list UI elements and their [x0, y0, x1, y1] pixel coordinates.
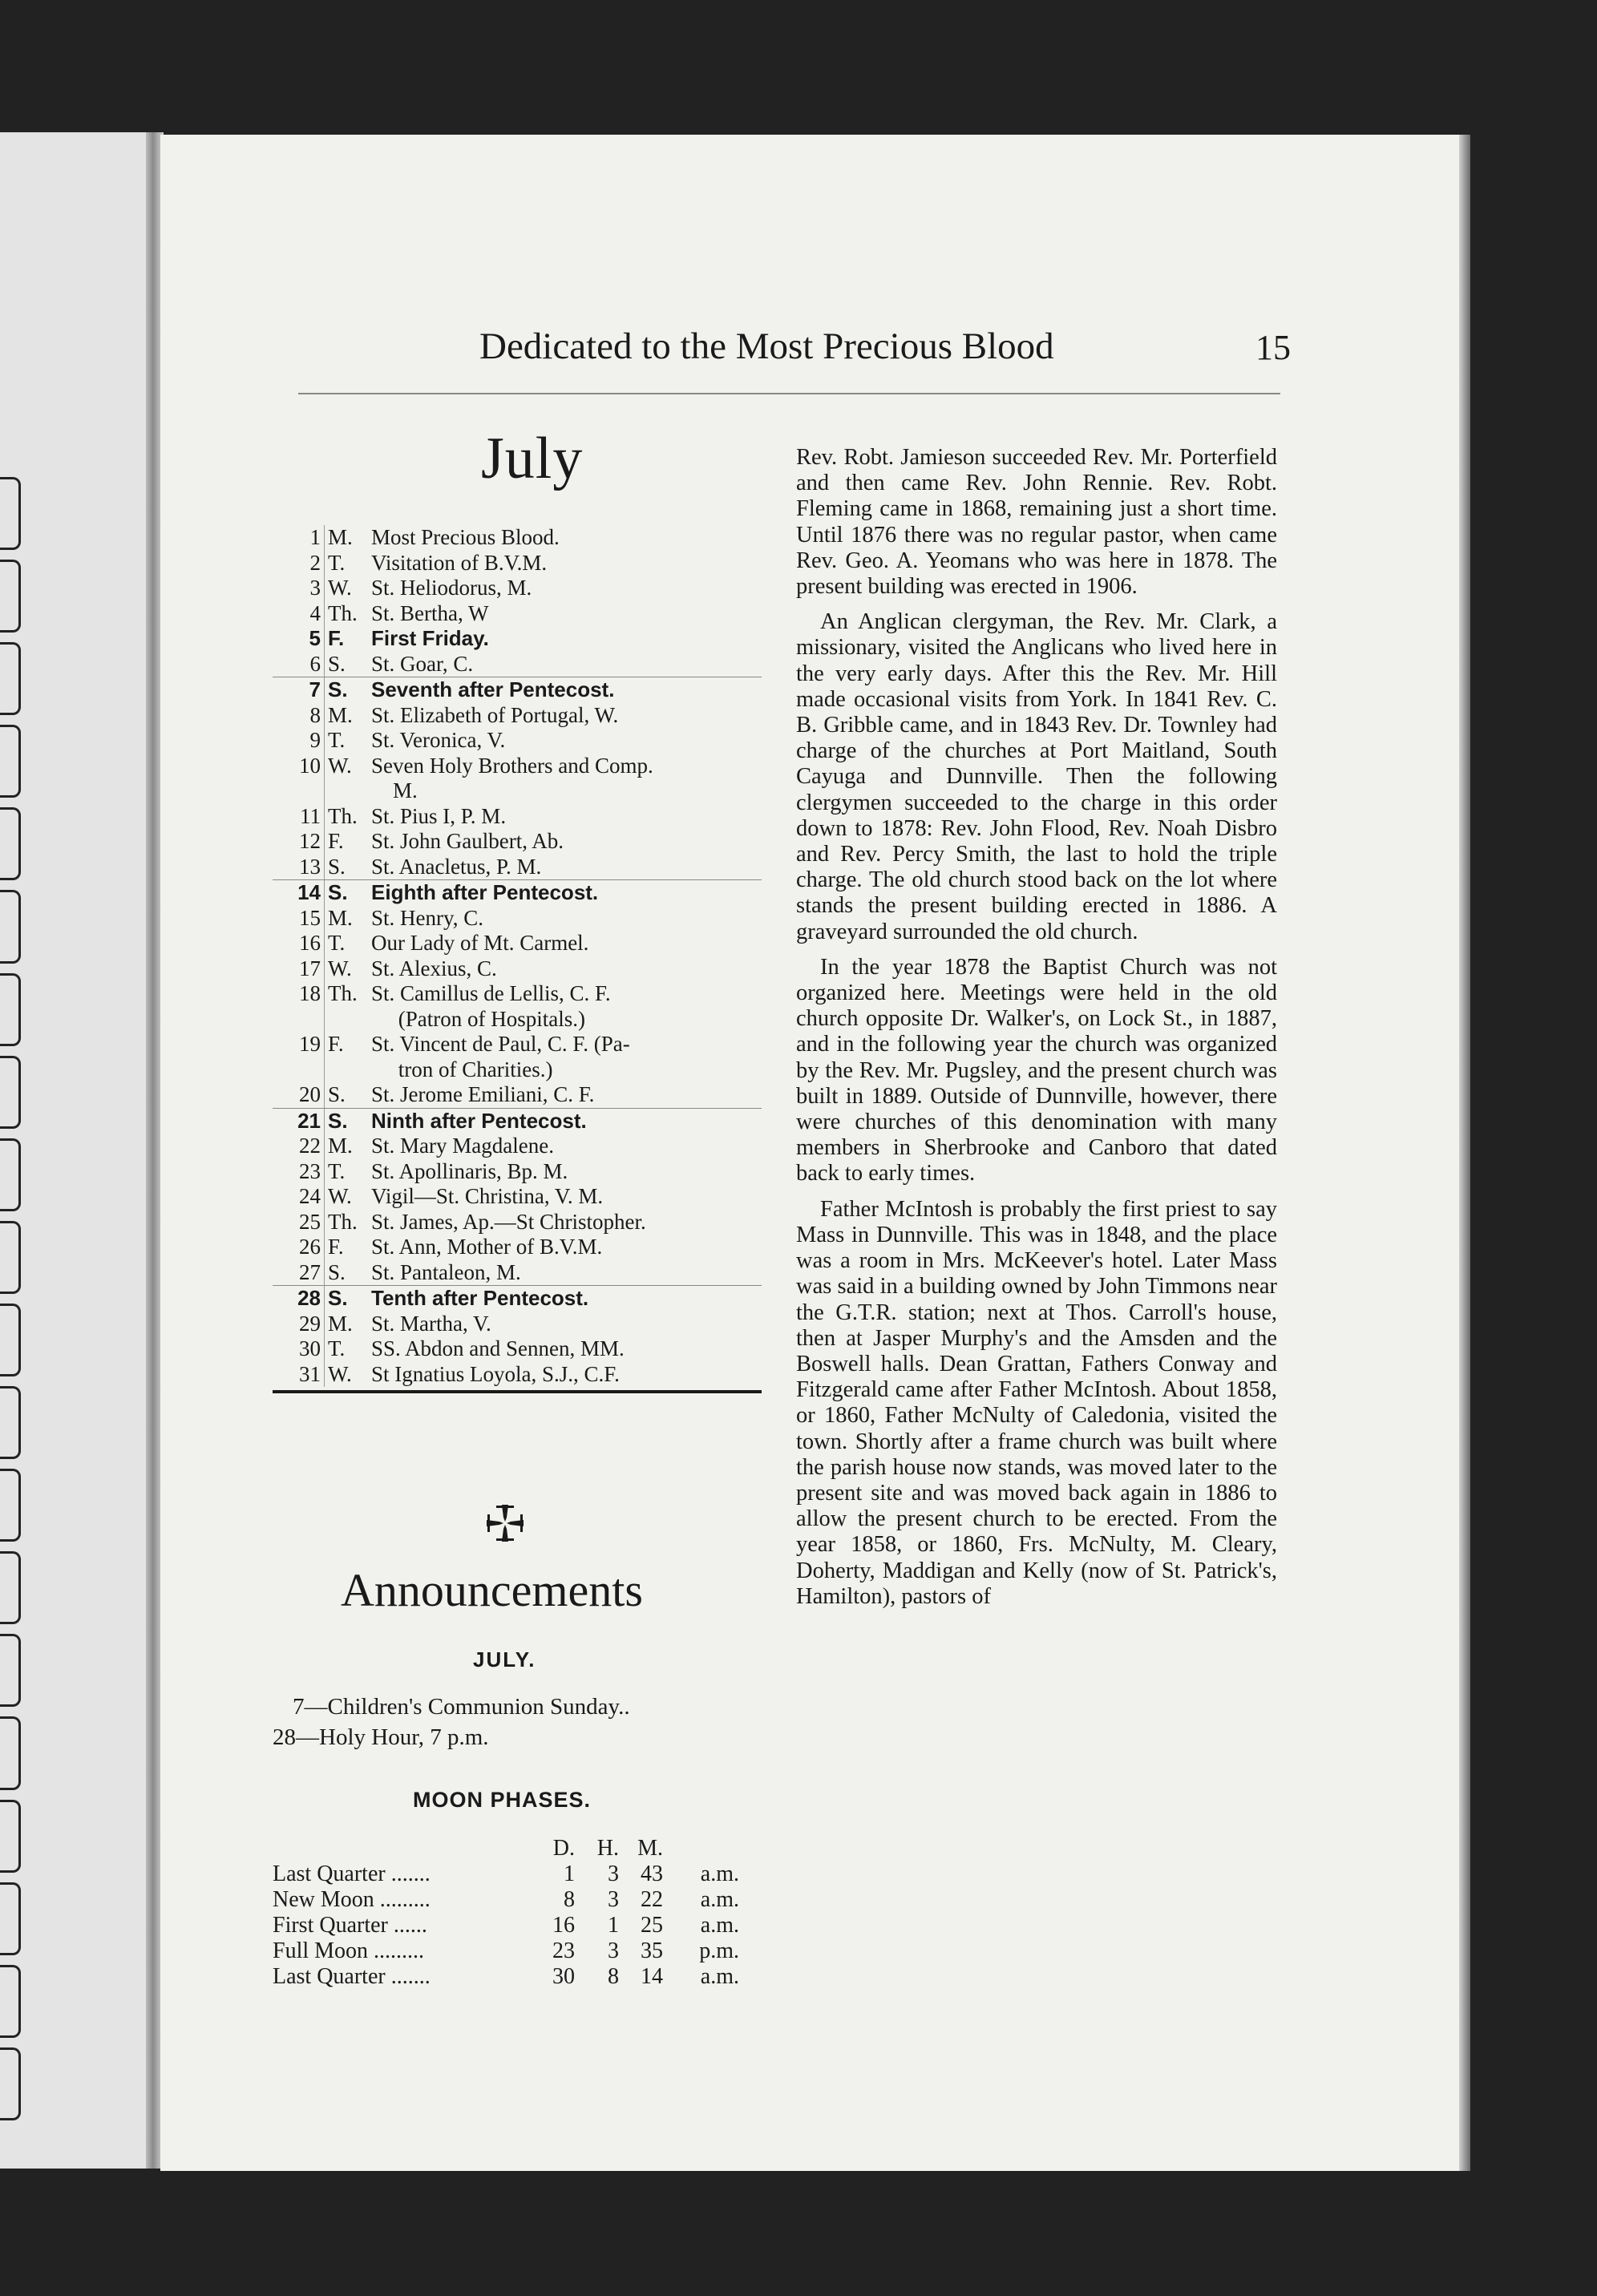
- calendar-row: [273, 855, 762, 880]
- calendar-day-number: 23: [273, 1159, 325, 1185]
- calendar-entry: Tenth after Pentecost.: [371, 1286, 589, 1310]
- calendar-entry: Most Precious Blood.: [371, 525, 560, 549]
- calendar-entry: St. Elizabeth of Portugal, W.: [371, 702, 619, 727]
- calendar-weekday: W.: [328, 956, 352, 980]
- calendar-entry: St. Mary Magdalene.: [371, 1134, 554, 1158]
- calendar-entry: Eighth after Pentecost.: [371, 880, 599, 904]
- announcements-list: [273, 1692, 762, 1752]
- calendar-day-number: 11: [273, 804, 325, 830]
- moon-phase-meridiem: a.m.: [700, 1913, 739, 1938]
- calendar-day-number: [273, 778, 325, 804]
- calendar-weekday: S.: [328, 1259, 346, 1284]
- history-paragraph: Rev. Robt. Jamieson succeeded Rev. Mr. Porterfield and then came Rev. John Rennie. Rev. Robt. Fleming came in 1868, remaining just a short time. Until 1876 there was no regular pastor, when came Rev. Geo. A. Yeomans who was here in 1878. The present building was erected in 1906.: [796, 445, 1277, 600]
- history-paragraph: In the year 1878 the Baptist Church was not organized here. Meetings were held in the old church opposite Dr. Walker's, on Lock St., in 1887, and in the following year the church was organized by the Rev. Mr. Pugsley, and the present church was built in 1889. Outside of Dunnville, however, there were churches of this denomination with many members in Sherbrooke and Canboro that dated back to early times.: [796, 954, 1277, 1186]
- calendar-weekday: M.: [328, 1311, 353, 1336]
- calendar-day-number: 3: [273, 576, 325, 601]
- calendar-day-number: 20: [273, 1082, 325, 1108]
- calendar-entry: First Friday.: [371, 626, 489, 650]
- moon-phase-hour: 3: [608, 1861, 619, 1886]
- cross-icon: [485, 1503, 525, 1543]
- calendar-day-number: 15: [273, 906, 325, 932]
- page-number: 15: [1255, 328, 1291, 367]
- calendar-weekday: Th.: [328, 1209, 358, 1234]
- calendar-row: [273, 1235, 762, 1260]
- moon-phase-label: Last Quarter .......: [273, 1861, 431, 1886]
- calendar-row: [273, 981, 762, 1007]
- calendar-weekday: Th.: [328, 981, 358, 1005]
- calendar-entry: SS. Abdon and Sennen, MM.: [371, 1336, 625, 1360]
- calendar-row: [273, 906, 762, 932]
- calendar-row: [273, 703, 762, 729]
- calendar-row: [273, 1312, 762, 1337]
- calendar-list: [273, 525, 762, 1393]
- moon-header-m: M.: [637, 1836, 663, 1861]
- calendar-weekday: S.: [328, 1082, 346, 1106]
- calendar-entry: St. Pius I, P. M.: [371, 803, 507, 828]
- calendar-entry: St. John Gaulbert, Ab.: [371, 829, 564, 853]
- calendar-weekday: [325, 1057, 371, 1083]
- calendar-day-number: 25: [273, 1210, 325, 1235]
- calendar-weekday: M.: [328, 1134, 353, 1158]
- calendar-weekday: W.: [328, 753, 352, 778]
- moon-phase-row: [273, 1964, 762, 1990]
- calendar-day-number: [273, 1007, 325, 1033]
- calendar-row: [273, 1057, 762, 1083]
- page-edge-tabs: [0, 477, 21, 2120]
- calendar-row: [273, 1260, 762, 1286]
- calendar-weekday: Th.: [328, 600, 358, 625]
- calendar-day-number: 24: [273, 1184, 325, 1210]
- moon-phase-minute: 14: [641, 1964, 663, 1989]
- calendar-entry: St. Heliodorus, M.: [371, 576, 532, 600]
- calendar-row: [273, 1032, 762, 1057]
- calendar-day-number: 5: [273, 626, 325, 652]
- calendar-weekday: F.: [328, 1032, 344, 1056]
- moon-phase-day: 1: [564, 1861, 575, 1886]
- calendar-weekday: M.: [328, 702, 353, 727]
- calendar-entry: St. Pantaleon, M.: [371, 1259, 521, 1284]
- calendar-weekday: Th.: [328, 803, 358, 828]
- moon-phase-day: 30: [552, 1964, 575, 1989]
- calendar-row: [273, 1362, 762, 1388]
- moon-phase-row: [273, 1938, 762, 1964]
- calendar-row: [273, 626, 762, 652]
- calendar-row: [273, 576, 762, 601]
- calendar-row: [273, 728, 762, 754]
- moon-phase-meridiem: p.m.: [699, 1938, 739, 1963]
- calendar-entry: St. Camillus de Lellis, C. F.: [371, 981, 611, 1005]
- facing-page: [0, 132, 160, 2169]
- calendar-weekday: W.: [328, 576, 352, 600]
- calendar-entry: St. Ann, Mother of B.V.M.: [371, 1235, 603, 1259]
- calendar-entry: tron of Charities.): [371, 1057, 553, 1081]
- calendar-day-number: 8: [273, 703, 325, 729]
- calendar-entry: St. Anacletus, P. M.: [371, 854, 542, 879]
- calendar-weekday: F.: [328, 1235, 344, 1259]
- calendar-entry: St. Vincent de Paul, C. F. (Pa-: [371, 1032, 630, 1056]
- calendar-row: [273, 1007, 762, 1033]
- calendar-weekday: W.: [328, 1361, 352, 1386]
- calendar-day-number: 9: [273, 728, 325, 754]
- moon-phase-hour: 3: [608, 1938, 619, 1963]
- calendar-weekday: F.: [328, 829, 344, 853]
- moon-phase-minute: 25: [641, 1913, 663, 1938]
- moon-phase-minute: 43: [641, 1861, 663, 1886]
- calendar-day-number: 22: [273, 1134, 325, 1159]
- calendar-row: [273, 551, 762, 576]
- history-paragraph: An Anglican clergyman, the Rev. Mr. Clark, a missionary, visited the Anglicans who lived here in the very early days. After this the Rev. Mr. Hill made occasional visits from York. In 1841 Rev. C. B. Gribble came, and in 1843 Rev. Dr. Townley had charge of the churches at Port Maitland, South Cayuga and Dunnville. Then the following clergymen succeeded to the charge in this order down to 1878: Rev. John Flood, Rev. Noah Disbro and Rev. Percy Smith, the last to hold the triple charge. The old church stood back on the lot where stands the present building erected in 1886. A graveyard surrounded the old church.: [796, 609, 1277, 944]
- moon-phase-label: Full Moon .........: [273, 1938, 425, 1963]
- moon-phase-row: [273, 1913, 762, 1938]
- calendar-entry: Vigil—St. Christina, V. M.: [371, 1184, 604, 1208]
- moon-header-d: D.: [552, 1836, 575, 1861]
- moon-phase-minute: 35: [641, 1938, 663, 1963]
- calendar-weekday: S.: [328, 1108, 348, 1133]
- calendar-row: [273, 1159, 762, 1185]
- calendar-entry: Seventh after Pentecost.: [371, 677, 615, 701]
- calendar-entry: St. Henry, C.: [371, 905, 483, 930]
- moon-phase-label: New Moon .........: [273, 1887, 431, 1912]
- calendar-entry: St. Apollinaris, Bp. M.: [371, 1158, 568, 1183]
- calendar-row: [273, 652, 762, 677]
- calendar-day-number: 4: [273, 601, 325, 627]
- calendar-row: [273, 601, 762, 627]
- calendar-row: [273, 804, 762, 830]
- calendar-entry: (Patron of Hospitals.): [371, 1006, 585, 1031]
- calendar-day-number: 17: [273, 956, 325, 982]
- calendar-row: [273, 1134, 762, 1159]
- calendar-row: [273, 1184, 762, 1210]
- moon-phase-label: Last Quarter .......: [273, 1964, 431, 1989]
- calendar-entry: Seven Holy Brothers and Comp.: [371, 753, 653, 778]
- moon-phase-day: 16: [552, 1913, 575, 1938]
- moon-phase-hour: 8: [608, 1964, 619, 1989]
- calendar-day-number: 30: [273, 1336, 325, 1362]
- moon-phase-day: 23: [552, 1938, 575, 1963]
- calendar-row: [273, 525, 762, 551]
- calendar-entry: M.: [371, 778, 418, 802]
- calendar-weekday: S.: [328, 677, 348, 701]
- calendar-day-number: 26: [273, 1235, 325, 1260]
- calendar-weekday: W.: [328, 1184, 352, 1208]
- calendar-day-number: 19: [273, 1032, 325, 1057]
- calendar-row: [273, 677, 762, 703]
- calendar-entry: Our Lady of Mt. Carmel.: [371, 931, 589, 955]
- header-rule: [298, 393, 1280, 394]
- announcement-item: 7—Children's Communion Sunday..: [293, 1694, 630, 1720]
- calendar-row: [273, 1082, 762, 1108]
- moon-header-h: H.: [596, 1836, 619, 1861]
- calendar-row: [273, 956, 762, 982]
- moon-phase-meridiem: a.m.: [700, 1887, 739, 1912]
- announcement-item: 28—Holy Hour, 7 p.m.: [273, 1724, 489, 1750]
- calendar-weekday: [325, 778, 371, 804]
- calendar-entry: St. Bertha, W: [371, 600, 489, 625]
- calendar-weekday: M.: [328, 525, 353, 549]
- calendar-day-number: 21: [273, 1109, 325, 1134]
- calendar-bottom-rule: [273, 1390, 762, 1393]
- calendar-row: [273, 778, 762, 804]
- running-header: [297, 321, 1291, 385]
- calendar-row: [273, 931, 762, 956]
- calendar-weekday: T.: [328, 1336, 346, 1360]
- calendar-row: [273, 1285, 762, 1312]
- calendar-row: [273, 879, 762, 906]
- announcements-month: JULY.: [473, 1647, 536, 1671]
- calendar-weekday: S.: [328, 880, 348, 904]
- month-title: July: [481, 426, 584, 491]
- calendar-weekday: M.: [328, 905, 353, 930]
- calendar-day-number: [273, 1057, 325, 1083]
- calendar-day-number: 10: [273, 754, 325, 779]
- moon-phase-hour: 1: [608, 1913, 619, 1938]
- calendar-weekday: T.: [328, 1158, 346, 1183]
- calendar-day-number: 18: [273, 981, 325, 1007]
- moon-phase-row: [273, 1861, 762, 1887]
- calendar-entry: St. Jerome Emiliani, C. F.: [371, 1082, 595, 1106]
- calendar-weekday: S.: [328, 651, 346, 676]
- history-paragraph: Father McIntosh is probably the first priest to say Mass in Dunnville. This was in 1848, and the place was a room in Mrs. McKeever's hotel. Later Mass was said in a building owned by John Timmons near the G.T.R. station; next at Thos. Carroll's house, then at Jasper Murphy's and the Amsden and the Boswell halls. Dean Grattan, Fathers Conway and Fitzgerald came after Father McIntosh. About 1858, or 1860, Father McNulty of Caledonia, visited the town. Shortly after a frame church was built where the parish house now stands, was moved later to the present site and was moved back again in 1886 to allow the present church to be erected. From the year 1858, or 1860, Frs. McNulty, M. Cleary, Doherty, Maddigan and Kelly (now of St. Patrick's, Hamilton), pastors of: [796, 1196, 1277, 1609]
- calendar-entry: St. Martha, V.: [371, 1311, 491, 1336]
- calendar-weekday: T.: [328, 931, 346, 955]
- calendar-row: [273, 1210, 762, 1235]
- moon-phase-minute: 22: [641, 1887, 663, 1912]
- moon-phase-label: First Quarter ......: [273, 1913, 427, 1938]
- calendar-entry: St. James, Ap.—St Christopher.: [371, 1209, 646, 1234]
- page-edge-shadow: [1459, 135, 1470, 2171]
- calendar-entry: St. Goar, C.: [371, 651, 474, 676]
- moon-phase-meridiem: a.m.: [700, 1861, 739, 1886]
- calendar-day-number: 2: [273, 551, 325, 576]
- calendar-entry: St. Alexius, C.: [371, 956, 497, 980]
- moon-header-row: [273, 1836, 762, 1861]
- calendar-day-number: 6: [273, 652, 325, 677]
- calendar-day-number: 7: [273, 677, 325, 703]
- calendar-day-number: 27: [273, 1260, 325, 1286]
- calendar-weekday: S.: [328, 854, 346, 879]
- calendar-weekday: [325, 1007, 371, 1033]
- calendar-row: [273, 829, 762, 855]
- calendar-weekday: T.: [328, 728, 346, 752]
- calendar-entry: St Ignatius Loyola, S.J., C.F.: [371, 1361, 620, 1386]
- calendar-weekday: F.: [328, 626, 345, 650]
- calendar-entry: Visitation of B.V.M.: [371, 550, 548, 575]
- moon-phase-day: 8: [564, 1887, 575, 1912]
- calendar-day-number: 13: [273, 855, 325, 880]
- calendar-day-number: 31: [273, 1362, 325, 1388]
- calendar-day-number: 12: [273, 829, 325, 855]
- header-title: Dedicated to the Most Precious Blood: [479, 325, 1054, 367]
- calendar-day-number: 29: [273, 1312, 325, 1337]
- calendar-day-number: 16: [273, 931, 325, 956]
- announcements-title: Announcements: [341, 1564, 643, 1616]
- moon-phases-table: [273, 1836, 762, 1990]
- history-column: [796, 445, 1277, 1619]
- calendar-day-number: 28: [273, 1286, 325, 1312]
- calendar-weekday: T.: [328, 550, 346, 575]
- moon-phase-meridiem: a.m.: [700, 1964, 739, 1989]
- calendar-entry: Ninth after Pentecost.: [371, 1108, 587, 1133]
- calendar-day-number: 14: [273, 880, 325, 906]
- calendar-entry: St. Veronica, V.: [371, 728, 506, 752]
- moon-phases-title: MOON PHASES.: [413, 1788, 592, 1812]
- calendar-weekday: S.: [328, 1286, 348, 1310]
- calendar-day-number: 1: [273, 525, 325, 551]
- calendar-row: [273, 754, 762, 779]
- calendar-row: [273, 1108, 762, 1134]
- calendar-row: [273, 1336, 762, 1362]
- moon-phase-row: [273, 1887, 762, 1913]
- moon-phase-hour: 3: [608, 1887, 619, 1912]
